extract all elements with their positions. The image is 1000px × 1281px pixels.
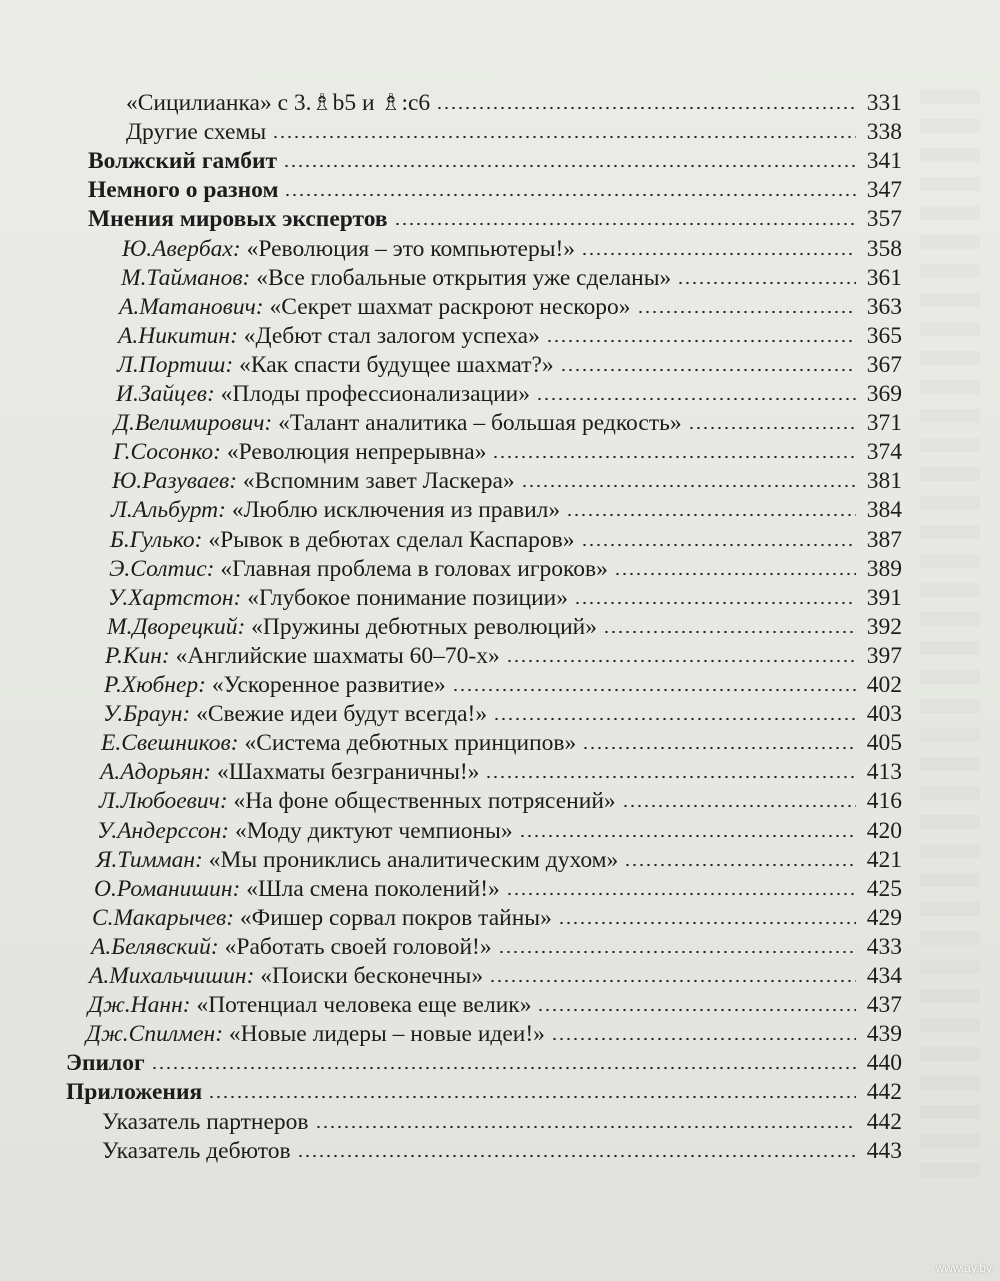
toc-entry-page-number: 440: [866, 1050, 902, 1076]
toc-entry-page-number: 405: [866, 730, 902, 756]
toc-entry-page-number: 403: [866, 701, 902, 727]
toc-entry: [97, 816, 902, 846]
toc-entry-text: «Революция – это компьютеры!»: [246, 236, 576, 262]
toc-entry-page-number: 331: [866, 90, 902, 116]
dot-leader: [493, 716, 856, 722]
toc-entry-page-number: 365: [866, 323, 902, 349]
toc-entry-text: «Плоды профессионализации»: [220, 381, 531, 407]
toc-entry-title: [119, 292, 637, 322]
toc-entry-text: «Глубокое понимание позиции»: [247, 585, 568, 611]
toc-entry-page-number: 358: [866, 236, 902, 262]
toc-entry-title: [66, 1077, 208, 1107]
toc-entry-author: А.Матанович:: [119, 294, 264, 320]
toc-entry-page-number: 420: [866, 818, 902, 844]
toc-entry: [66, 1077, 902, 1107]
toc-entry: [101, 728, 902, 758]
toc-entry-author: Б.Гулько:: [110, 527, 203, 553]
toc-entry-title: [121, 263, 677, 293]
toc-entry-page-number: 442: [866, 1109, 902, 1135]
toc-entry: [88, 204, 902, 234]
toc-entry-page-number: 381: [866, 468, 902, 494]
toc-entry-author: А.Адорьян:: [100, 759, 212, 785]
dot-leader: [506, 891, 856, 897]
toc-entry-author: У.Андерссон:: [97, 818, 230, 844]
toc-entry-author: Е.Свешников:: [101, 730, 239, 756]
toc-entry: [96, 845, 902, 875]
toc-entry-author: Ю.Разуваев:: [112, 468, 238, 494]
dot-leader: [151, 1065, 856, 1071]
toc-entry: [102, 1136, 902, 1166]
dot-leader: [581, 542, 856, 548]
dot-leader: [560, 367, 856, 373]
toc-entry-title: [118, 321, 546, 351]
toc-entry-text: Другие схемы: [126, 119, 267, 145]
toc-entry-title: [107, 612, 603, 642]
toc-entry-author: С.Макарычев:: [92, 905, 235, 931]
toc-entry: [122, 234, 902, 264]
toc-entry-page-number: 429: [866, 905, 902, 931]
toc-entry-title: [102, 1107, 315, 1137]
toc-entry-author: Э.Солтис:: [109, 556, 215, 582]
toc-entry-text: «Новые лидеры – новые идеи!»: [228, 1021, 545, 1047]
toc-entry: [91, 932, 902, 962]
toc-entry-title: [110, 525, 581, 555]
toc-entry-text: «Как спасти будущее шахмат?»: [239, 352, 554, 378]
toc-entry-title: [88, 175, 284, 205]
toc-entry-page-number: 439: [866, 1021, 902, 1047]
toc-entry-text: «Вспомним завет Ласкера»: [242, 468, 515, 494]
toc-entry-title: [104, 670, 452, 700]
toc-entry-author: Л.Альбурт:: [111, 497, 226, 523]
toc-entry: [103, 699, 902, 729]
toc-entry-text: «Работать своей головой!»: [224, 934, 492, 960]
toc-entry-title: [86, 1019, 551, 1049]
dot-leader: [582, 745, 856, 751]
dot-leader: [574, 600, 856, 606]
toc-entry-page-number: 402: [866, 672, 902, 698]
toc-entry-title: [66, 1048, 151, 1078]
toc-entry-page-number: 421: [866, 847, 902, 873]
toc-entry-page-number: 389: [866, 556, 902, 582]
toc-entry: [107, 612, 902, 642]
dot-leader: [566, 512, 856, 518]
toc-entry: [117, 350, 902, 380]
dot-leader: [677, 280, 856, 286]
toc-entry-author: Р.Хюбнер:: [104, 672, 206, 698]
dot-leader: [485, 774, 856, 780]
toc-entry-text: «Рывок в дебютах сделал Каспаров»: [208, 527, 575, 553]
toc-entry-page-number: 357: [866, 206, 902, 232]
toc-entry: [109, 554, 902, 584]
toc-entry-author: У.Браун:: [103, 701, 191, 727]
toc-entry-title: [92, 903, 558, 933]
toc-entry-author: У.Хартстон:: [108, 585, 242, 611]
dot-leader: [551, 1036, 856, 1042]
dot-leader: [283, 163, 856, 169]
toc-entry-page-number: 433: [866, 934, 902, 960]
dot-leader: [272, 134, 856, 140]
toc-entry-author: М.Дворецкий:: [107, 614, 246, 640]
toc-entry-text: «Мы прониклись аналитическим духом»: [208, 847, 619, 873]
toc-entry-page-number: 413: [866, 759, 902, 785]
dot-leader: [452, 687, 856, 693]
toc-entry-page-number: 387: [866, 527, 902, 553]
toc-entry: [88, 146, 902, 176]
toc-entry-title: [116, 379, 536, 409]
toc-entry-page-number: 374: [866, 439, 902, 465]
dot-leader: [537, 1007, 856, 1013]
dot-leader: [208, 1094, 856, 1100]
toc-entry-title: [97, 816, 519, 846]
toc-entry: [89, 961, 902, 991]
toc-entry-page-number: 416: [866, 788, 902, 814]
dot-leader: [506, 658, 856, 664]
toc-entry-title: [96, 845, 624, 875]
toc-entry: [66, 1048, 902, 1078]
toc-entry-text: «Система дебютных принципов»: [244, 730, 577, 756]
toc-entry-title: [103, 699, 493, 729]
toc-entry-title: [88, 990, 537, 1020]
toc-entry-title: [117, 350, 560, 380]
toc-entry-text: «Фишер сорвал покров тайны»: [239, 905, 552, 931]
toc-entry-text: «На фоне общественных потрясений»: [233, 788, 616, 814]
dot-leader: [315, 1124, 856, 1130]
toc-entry-text: «Пружины дебютных революций»: [251, 614, 597, 640]
toc-entry-title: [114, 408, 688, 438]
toc-entry-text: «Английские шахматы 60–70-х»: [175, 643, 500, 669]
toc-entry-title: [94, 874, 506, 904]
toc-entry: [108, 583, 902, 613]
toc-entry-text: Эпилог: [66, 1050, 145, 1076]
toc-entry-text: «Потенциал человека еще велик»: [196, 992, 532, 1018]
toc-entry-text: «Революция непрерывна»: [226, 439, 487, 465]
toc-entry-page-number: 369: [866, 381, 902, 407]
dot-leader: [558, 920, 856, 926]
toc-entry-text: «Все глобальные открытия уже сделаны»: [256, 265, 672, 291]
toc-entry-page-number: 384: [866, 497, 902, 523]
toc-entry-author: Дж.Спилмен:: [86, 1021, 224, 1047]
toc-entry: [86, 1019, 902, 1049]
toc-entry-text: «Секрет шахмат раскроют нескоро»: [269, 294, 631, 320]
dot-leader: [519, 833, 856, 839]
dot-leader: [546, 338, 856, 344]
dot-leader: [284, 192, 856, 198]
dot-leader: [603, 629, 856, 635]
toc-entry-title: [100, 757, 485, 787]
toc-entry: [88, 175, 902, 205]
toc-entry: [118, 321, 902, 351]
toc-entry-page-number: 434: [866, 963, 902, 989]
toc-entry-title: [108, 583, 574, 613]
dot-leader: [622, 803, 856, 809]
toc-entry-author: А.Никитин:: [118, 323, 238, 349]
toc-entry-text: Волжский гамбит: [88, 148, 278, 174]
toc-entry-text: «Свежие идеи будут всегда!»: [196, 701, 488, 727]
toc-entry: [116, 379, 902, 409]
dot-leader: [688, 425, 856, 431]
dot-leader: [498, 949, 856, 955]
toc-entry-page-number: 425: [866, 876, 902, 902]
toc-entry-text: «Шла смена поколений!»: [246, 876, 500, 902]
toc-entry: [126, 88, 902, 118]
toc-entry-text: Указатель партнеров: [102, 1109, 309, 1135]
toc-entry-title: [99, 786, 622, 816]
toc-entry-text: Указатель дебютов: [102, 1138, 291, 1164]
toc-entry: [92, 903, 902, 933]
watermark: www.ay.by: [935, 1261, 992, 1275]
toc-entry-text: «Сицилианка» с 3.♗b5 и ♗:c6: [126, 90, 431, 116]
toc-entry: [119, 292, 902, 322]
toc-entry-title: [109, 554, 614, 584]
toc-entry-page-number: 338: [866, 119, 902, 145]
dot-leader: [394, 221, 856, 227]
toc-entry-page-number: 392: [866, 614, 902, 640]
dot-leader: [581, 251, 856, 257]
toc-entry-title: [112, 466, 521, 496]
toc-entry-text: «Талант аналитика – большая редкость»: [278, 410, 682, 436]
toc-entry-author: А.Белявский:: [91, 934, 219, 960]
dot-leader: [536, 396, 856, 402]
toc-entry-page-number: 437: [866, 992, 902, 1018]
toc-entry-page-number: 367: [866, 352, 902, 378]
toc-entry-author: О.Романишин:: [94, 876, 241, 902]
toc-entry-author: Я.Тимман:: [96, 847, 203, 873]
toc-entry: [94, 874, 902, 904]
toc-entry: [104, 670, 902, 700]
toc-entry-author: Ю.Авербах:: [122, 236, 241, 262]
dot-leader: [637, 309, 856, 315]
toc-entry: [88, 990, 902, 1020]
toc-entry-title: [111, 495, 566, 525]
toc-entry-text: «Поиски бесконечны»: [260, 963, 484, 989]
toc-entry-title: [91, 932, 498, 962]
toc-entry-title: [89, 961, 489, 991]
toc-entry-text: Немного о разном: [88, 177, 279, 203]
toc-entry-page-number: 391: [866, 585, 902, 611]
toc-entry: [111, 495, 902, 525]
toc-entry-title: [113, 437, 492, 467]
toc-entry-author: Д.Велимирович:: [114, 410, 273, 436]
toc-entry-title: [105, 641, 506, 671]
toc-entry-author: М.Тайманов:: [121, 265, 251, 291]
toc-entry-page-number: 443: [866, 1138, 902, 1164]
toc-entry-text: «Дебют стал залогом успеха»: [243, 323, 540, 349]
toc-entry-title: [126, 88, 436, 118]
toc-entry-page-number: 371: [866, 410, 902, 436]
toc-entry-author: Р.Кин:: [105, 643, 170, 669]
toc-entry-page-number: 361: [866, 265, 902, 291]
toc-entry-page-number: 363: [866, 294, 902, 320]
toc-entry-text: «Главная проблема в головах игроков»: [220, 556, 608, 582]
toc-entry-text: «Люблю исключения из правил»: [231, 497, 561, 523]
toc-entry: [112, 466, 902, 496]
dot-leader: [521, 483, 856, 489]
toc-entry-page-number: 397: [866, 643, 902, 669]
toc-entry-author: Г.Сосонко:: [113, 439, 221, 465]
toc-entry-title: [102, 1136, 297, 1166]
toc-entry-author: Л.Портиш:: [117, 352, 234, 378]
dot-leader: [492, 454, 856, 460]
toc-entry-title: [88, 146, 283, 176]
toc-entry: [102, 1107, 902, 1137]
dot-leader: [436, 105, 856, 111]
dot-leader: [489, 978, 856, 984]
toc-entry-author: И.Зайцев:: [116, 381, 215, 407]
toc-entry: [121, 263, 902, 293]
toc-entry-title: [101, 728, 582, 758]
toc-entry-page-number: 341: [866, 148, 902, 174]
toc-entry-text: «Моду диктуют чемпионы»: [234, 818, 513, 844]
toc-entry: [110, 525, 902, 555]
toc-entry: [100, 757, 902, 787]
toc-entry-author: А.Михальчишин:: [89, 963, 255, 989]
toc-entry: [99, 786, 902, 816]
toc-entry-title: [126, 117, 272, 147]
toc-entry-author: Дж.Нанн:: [88, 992, 191, 1018]
toc-entry-text: Приложения: [66, 1079, 203, 1105]
toc-entry-page-number: 347: [866, 177, 902, 203]
dot-leader: [297, 1153, 856, 1159]
toc-entry-title: [88, 204, 394, 234]
toc-entry-text: Мнения мировых экспертов: [88, 206, 388, 232]
toc-entry-page-number: 442: [866, 1079, 902, 1105]
toc-entry: [114, 408, 902, 438]
toc-entry: [105, 641, 902, 671]
toc-entry-text: «Шахматы безграничны!»: [216, 759, 480, 785]
toc-entry: [126, 117, 902, 147]
dot-leader: [624, 862, 856, 868]
toc-entry-text: «Ускоренное развитие»: [211, 672, 446, 698]
toc-entry: [113, 437, 902, 467]
toc-entry-title: [122, 234, 581, 264]
dot-leader: [614, 571, 856, 577]
toc-entry-author: Л.Любоевич:: [99, 788, 228, 814]
